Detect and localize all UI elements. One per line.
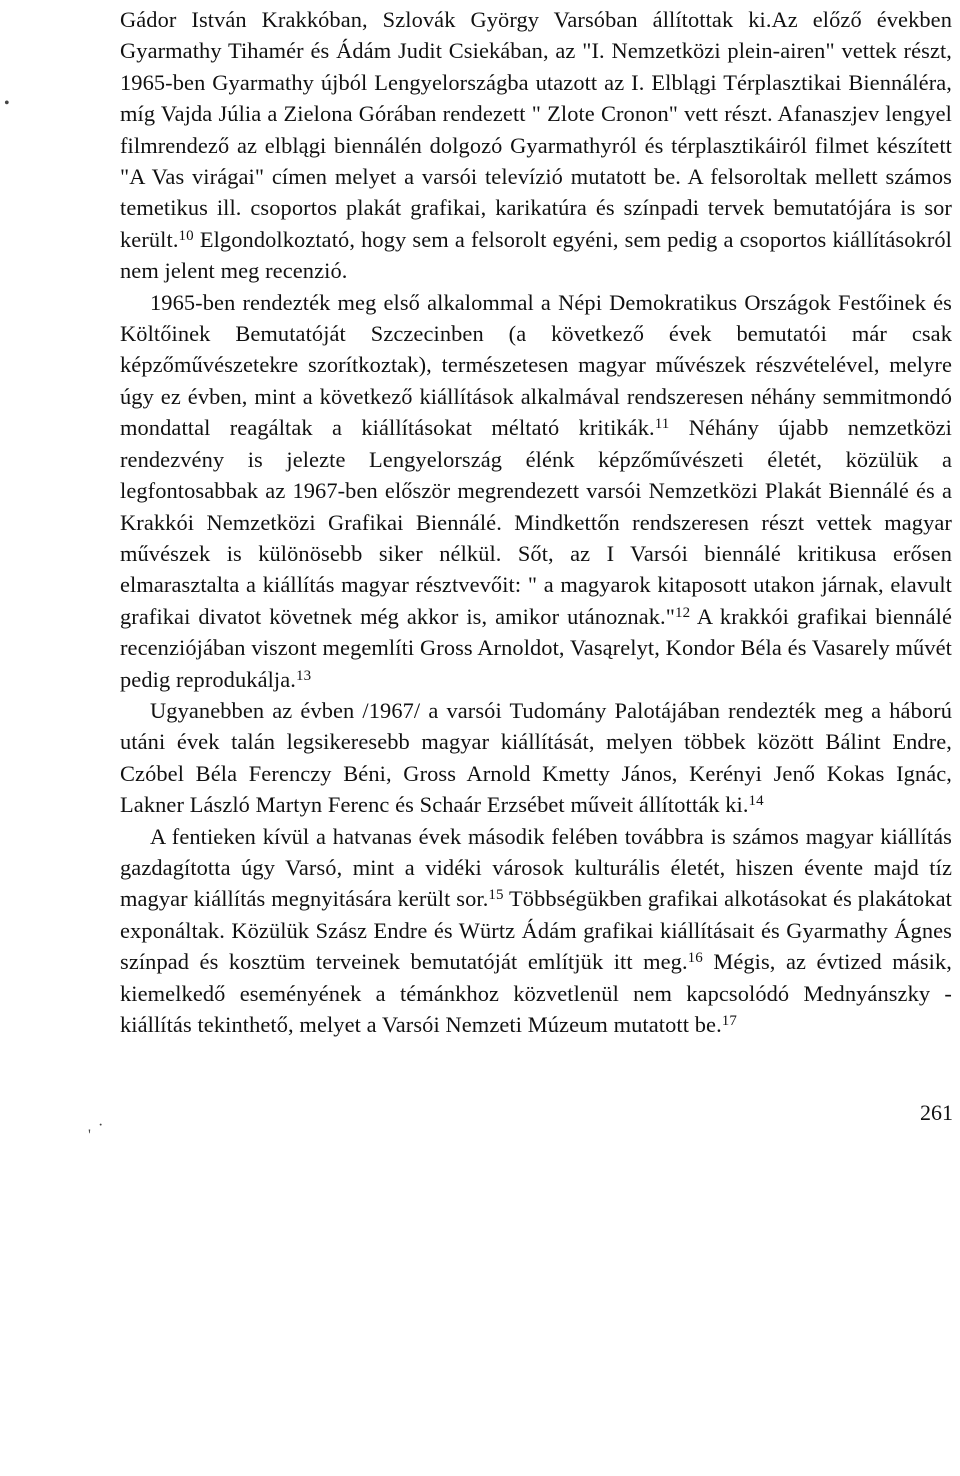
paragraph-text: Többségükben grafikai alkotásokat és plakátokat exponáltak. Közülük Szász Endre és Würtz Ádám grafikai kiállításait és Gyarmathy Ágnes színpad és kosztüm terveinek bemutatóját említjük itt meg. <box>120 886 952 975</box>
footnote-reference: 17 <box>721 1013 737 1029</box>
paragraph-text: Gádor István Krakkóban, Szlovák György Varsóban állítottak ki.Az előző években Gyarmathy Tihamér és Ádám Judit Csiekában, az "I. Nemzetközi plein-airen" vettek részt, 1965-ben Gyarmathy újból Lengyelországba utazott az I. Elblągi Térplasztikai Biennáléra, míg Vajda Júlia a Zielona Górában rendezett " Zlote Cronon" vett részt. Afanaszjev lengyel filmrendező az elblągi biennálén dolgozó Gyarmathyról és térplasztikáiról filmet készített "A Vas virágai" címen melyet a varsói televízió mutatott be. A felsoroltak mellett számos temetikus ill. csoportos plakát grafikai, karikatúra és színpadi tervek bemutatójára is sor került. <box>120 7 952 252</box>
scan-speck: • <box>4 95 10 112</box>
footnote-reference: 12 <box>674 604 691 621</box>
paragraph-2 <box>120 287 952 695</box>
footnote-reference: 13 <box>296 667 312 684</box>
paragraph-text: 1965-ben rendezték meg első alkalommal a Népi Demokratikus Országok Festőinek és Költőinek Bemutatóját Szczecinben (a következő évek bemutatói már csak képzőművészetekre szorítkoztak), természetesen magyar művészek részvételével, melyre úgy ez évben, mint a következő kiállítások alkalmával rendszeresen néhány semmitmondó mondattal reagáltak a kiállításokat méltató kritikák. <box>120 289 952 441</box>
footnote-reference: 15 <box>488 887 504 904</box>
page-body <box>120 4 952 1040</box>
paragraph-3 <box>120 695 952 821</box>
scan-speck: · <box>98 1117 104 1134</box>
paragraph-text: Mégis, az évtized másik, kiemelkedő eseményének a témánkhoz közvetlenül nem kapcsolódó Mednyánszky - kiállítás tekinthető, melyet a Varsói Nemzeti Múzeum mutatott be. <box>120 949 952 1037</box>
paragraph-text: A krakkói grafikai biennálé recenziójában viszont megemlíti Gross Arnoldot, Vasąrelyt, Kondor Béla és Vasarely művét pedig reprodukálja. <box>120 603 952 692</box>
page-number: 261 <box>920 1100 953 1125</box>
paragraph-1 <box>120 4 952 287</box>
paragraph-text: A fentieken kívül a hatvanas évek második felében továbbra is számos magyar kiállítás gazdagította úgy Varsó, mint a vidéki városok kulturális életét, hiszen évente majd tíz magyar kiállítás megnyitására került sor. <box>120 823 952 912</box>
footnote-reference: 10 <box>178 227 194 244</box>
footnote-reference: 14 <box>748 793 764 810</box>
paragraph-text: Elgondolkoztató, hogy sem a felsorolt egyéni, sem pedig a csoportos kiállításokról nem jelent meg recenzió. <box>120 226 952 284</box>
scan-speck: ' <box>88 1127 91 1144</box>
footnote-reference: 11 <box>654 416 670 433</box>
paragraph-text: Néhány újabb nemzetközi rendezvény is jelezte Lengyelország élénk képzőművészeti életét, közülük a legfontosabbak az 1967-ben először megrendezett varsói Nemzetközi Plakát Biennálé és a Krakkói Nemzetközi Grafikai Biennálé. Mindkettőn rendszeresen részt vettek magyar művészek is különösebb siker nélkül. Sőt, az I Varsói biennálé kritikusa erősen elmarasztalta a kiállítás magyar résztvevőit: " a magyarok kitaposott utakon járnak, elavult grafikai divatot követnek még akkor is, amikor utánoznak." <box>120 415 953 629</box>
paragraph-4 <box>120 821 952 1041</box>
footnote-reference: 16 <box>687 950 703 967</box>
paragraph-text: Ugyanebben az évben /1967/ a varsói Tudomány Palotájában rendezték meg a háború utáni évek talán legsikeresebb magyar kiállítását, melyen többek között Bálint Endre, Czóbel Béla Ferenczy Béni, Gross Arnold Kmetty János, Kerényi Jenő Kokas Ignác, Lakner László Martyn Ferenc és Schaár Erzsébet műveit állították ki. <box>120 697 952 818</box>
